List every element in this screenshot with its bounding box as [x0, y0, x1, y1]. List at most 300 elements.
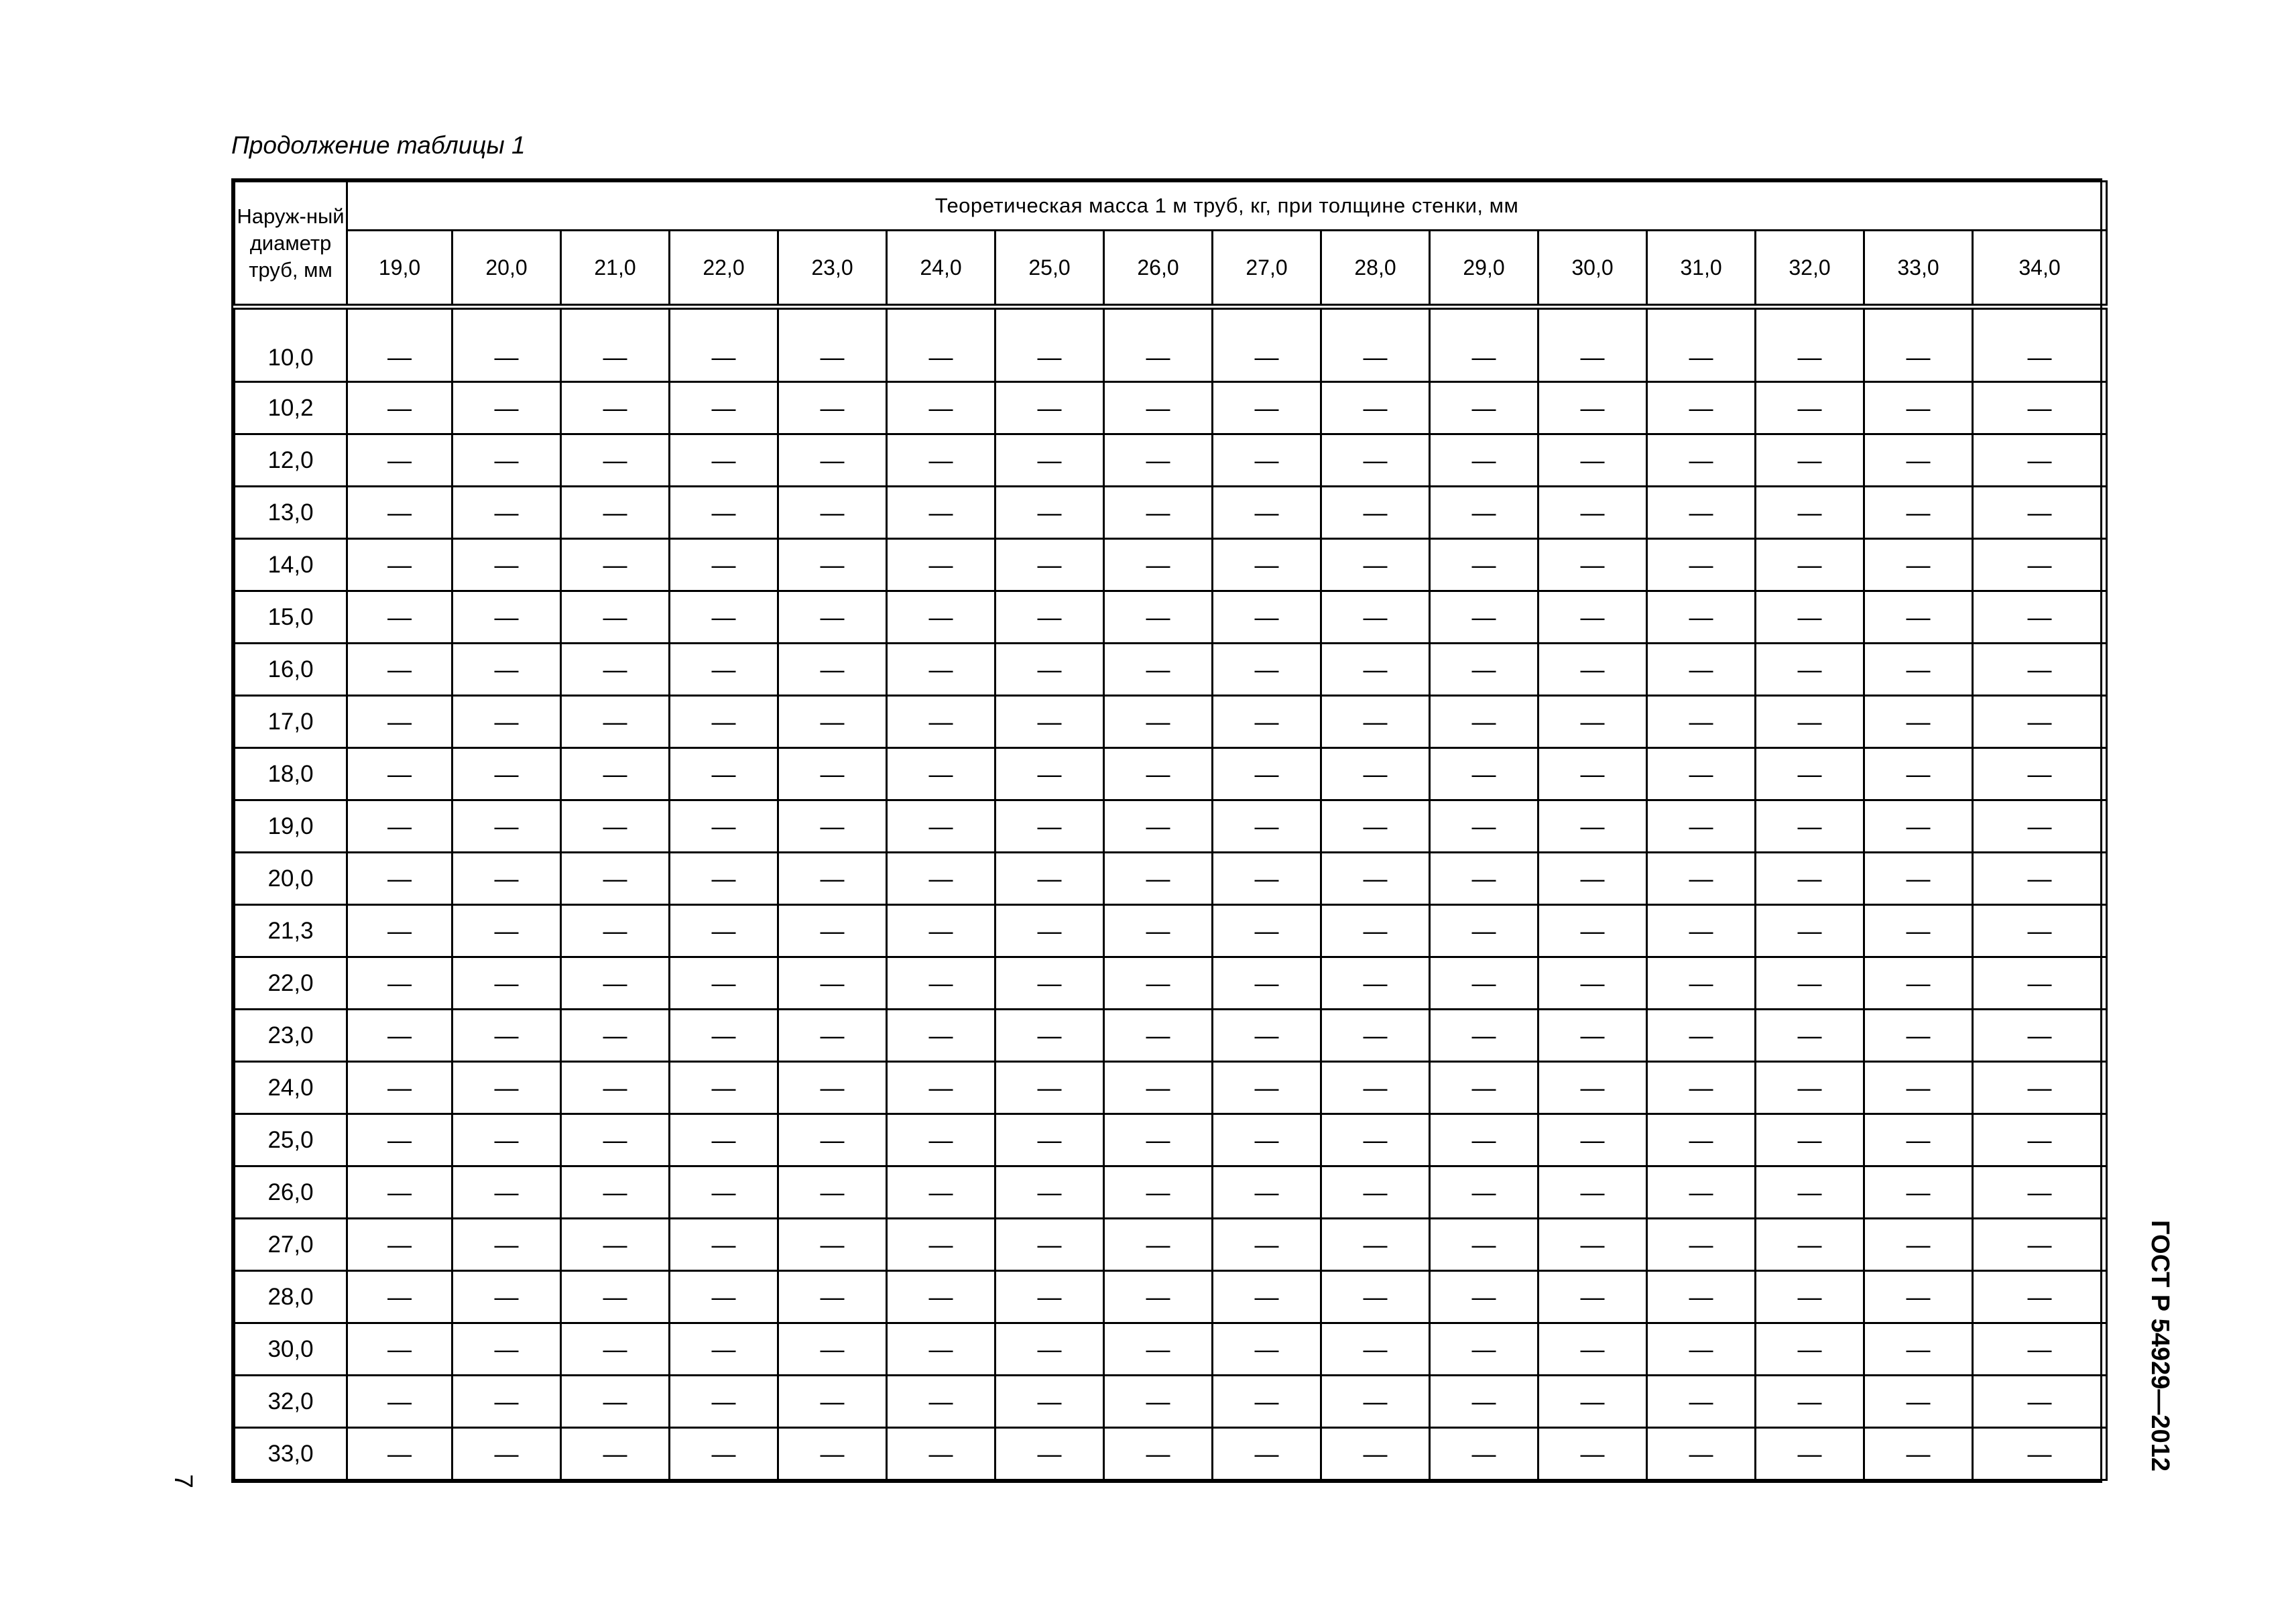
- table-row: [235, 748, 2107, 800]
- mass-value-cell: —: [1430, 1010, 1538, 1062]
- mass-value-cell: —: [1864, 1271, 1973, 1323]
- mass-value-cell: —: [887, 487, 995, 539]
- mass-value-cell: —: [452, 1428, 561, 1480]
- mass-value-cell: —: [1321, 487, 1430, 539]
- diameter-cell: 20,0: [235, 853, 347, 905]
- mass-value-cell: —: [452, 1010, 561, 1062]
- mass-value-cell: —: [995, 1219, 1104, 1271]
- mass-value-cell: —: [887, 1219, 995, 1271]
- mass-value-cell: —: [347, 539, 452, 591]
- table-body: [235, 307, 2107, 1480]
- table-row: [235, 487, 2107, 539]
- mass-value-cell: —: [1430, 644, 1538, 696]
- mass-value-cell: —: [347, 1062, 452, 1114]
- mass-value-cell: —: [887, 1010, 995, 1062]
- mass-value-cell: —: [887, 644, 995, 696]
- mass-value-cell: —: [1430, 1323, 1538, 1376]
- mass-value-cell: —: [1538, 382, 1647, 434]
- mass-value-cell: —: [1756, 382, 1864, 434]
- mass-value-cell: —: [1430, 1062, 1538, 1114]
- mass-value-cell: —: [995, 696, 1104, 748]
- mass-value-cell: —: [1213, 853, 1321, 905]
- mass-value-cell: —: [1321, 1010, 1430, 1062]
- mass-value-cell: —: [452, 748, 561, 800]
- diameter-cell: 15,0: [235, 591, 347, 644]
- mass-value-cell: —: [1213, 539, 1321, 591]
- mass-value-cell: —: [1104, 434, 1213, 487]
- diameter-cell: 23,0: [235, 1010, 347, 1062]
- mass-value-cell: —: [1973, 591, 2107, 644]
- mass-value-cell: —: [1538, 591, 1647, 644]
- mass-value-cell: —: [1104, 539, 1213, 591]
- mass-value-cell: —: [1321, 905, 1430, 957]
- mass-value-cell: —: [1538, 1376, 1647, 1428]
- mass-value-cell: —: [347, 591, 452, 644]
- mass-value-cell: —: [1321, 748, 1430, 800]
- mass-value-cell: —: [995, 957, 1104, 1010]
- mass-value-cell: —: [1104, 591, 1213, 644]
- mass-value-cell: —: [1538, 853, 1647, 905]
- mass-value-cell: —: [1321, 1166, 1430, 1219]
- mass-value-cell: —: [452, 1166, 561, 1219]
- mass-value-cell: —: [1321, 1271, 1430, 1323]
- mass-value-cell: —: [1647, 853, 1756, 905]
- table-row: [235, 539, 2107, 591]
- wall-thickness-group-header: Теоретическая масса 1 м труб, кг, при толщине стенки, мм: [347, 182, 2107, 231]
- table-row: [235, 1010, 2107, 1062]
- mass-value-cell: —: [1538, 696, 1647, 748]
- mass-value-cell: —: [1756, 800, 1864, 853]
- mass-value-cell: —: [995, 905, 1104, 957]
- mass-value-cell: —: [1213, 1010, 1321, 1062]
- mass-value-cell: —: [995, 1114, 1104, 1166]
- mass-value-cell: —: [347, 1219, 452, 1271]
- mass-value-cell: —: [1864, 1062, 1973, 1114]
- mass-value-cell: —: [1538, 539, 1647, 591]
- mass-value-cell: —: [887, 1376, 995, 1428]
- mass-value-cell: —: [561, 853, 670, 905]
- mass-value-cell: —: [887, 748, 995, 800]
- mass-value-cell: —: [1213, 957, 1321, 1010]
- mass-value-cell: —: [347, 644, 452, 696]
- mass-value-cell: —: [670, 487, 778, 539]
- mass-value-cell: —: [778, 696, 887, 748]
- mass-value-cell: —: [1864, 644, 1973, 696]
- mass-value-cell: —: [1647, 539, 1756, 591]
- table-row: [235, 382, 2107, 434]
- mass-value-cell: —: [995, 591, 1104, 644]
- wall-thickness-header: 31,0: [1647, 231, 1756, 307]
- mass-value-cell: —: [1213, 905, 1321, 957]
- mass-value-cell: —: [1430, 696, 1538, 748]
- mass-value-cell: —: [995, 539, 1104, 591]
- mass-value-cell: —: [995, 434, 1104, 487]
- mass-value-cell: —: [1647, 1323, 1756, 1376]
- wall-thickness-header: 26,0: [1104, 231, 1213, 307]
- mass-value-cell: —: [1864, 1219, 1973, 1271]
- mass-value-cell: —: [887, 382, 995, 434]
- mass-value-cell: —: [1321, 1062, 1430, 1114]
- mass-value-cell: —: [670, 957, 778, 1010]
- mass-value-cell: —: [778, 1219, 887, 1271]
- diameter-cell: 10,0: [235, 307, 347, 382]
- mass-value-cell: —: [1430, 487, 1538, 539]
- table-row: [235, 307, 2107, 382]
- mass-value-cell: —: [1647, 382, 1756, 434]
- wall-thickness-header: 28,0: [1321, 231, 1430, 307]
- mass-value-cell: —: [670, 1271, 778, 1323]
- mass-value-cell: —: [778, 434, 887, 487]
- wall-thickness-header: 24,0: [887, 231, 995, 307]
- mass-value-cell: —: [1321, 853, 1430, 905]
- wall-thickness-header: 34,0: [1973, 231, 2107, 307]
- mass-value-cell: —: [1104, 957, 1213, 1010]
- mass-value-cell: —: [1538, 487, 1647, 539]
- mass-value-cell: —: [1647, 957, 1756, 1010]
- mass-value-cell: —: [1213, 1428, 1321, 1480]
- mass-value-cell: —: [561, 1114, 670, 1166]
- mass-value-cell: —: [1756, 434, 1864, 487]
- mass-value-cell: —: [1756, 748, 1864, 800]
- mass-value-cell: —: [887, 434, 995, 487]
- mass-value-cell: —: [1321, 1114, 1430, 1166]
- mass-value-cell: —: [1104, 1219, 1213, 1271]
- mass-value-cell: —: [1213, 1219, 1321, 1271]
- mass-value-cell: —: [1104, 1323, 1213, 1376]
- mass-value-cell: —: [1104, 800, 1213, 853]
- mass-value-cell: —: [1756, 1062, 1864, 1114]
- mass-value-cell: —: [452, 1062, 561, 1114]
- wall-thickness-header: 22,0: [670, 231, 778, 307]
- standard-designation: ГОСТ Р 54929—2012: [2146, 1220, 2174, 1471]
- table-row: [235, 1062, 2107, 1114]
- mass-value-cell: —: [1756, 1428, 1864, 1480]
- mass-value-cell: —: [670, 800, 778, 853]
- diameter-cell: 12,0: [235, 434, 347, 487]
- mass-value-cell: —: [1538, 957, 1647, 1010]
- mass-value-cell: —: [1321, 696, 1430, 748]
- mass-value-cell: —: [347, 957, 452, 1010]
- table-row: [235, 696, 2107, 748]
- wall-thickness-header: 29,0: [1430, 231, 1538, 307]
- mass-value-cell: —: [670, 434, 778, 487]
- mass-value-cell: —: [1973, 1114, 2107, 1166]
- mass-value-cell: —: [1973, 1323, 2107, 1376]
- mass-value-cell: —: [778, 1166, 887, 1219]
- mass-value-cell: —: [1756, 1166, 1864, 1219]
- mass-value-cell: —: [670, 1323, 778, 1376]
- mass-value-cell: —: [561, 591, 670, 644]
- mass-value-cell: —: [1864, 696, 1973, 748]
- mass-value-cell: —: [778, 307, 887, 382]
- mass-value-cell: —: [1647, 800, 1756, 853]
- mass-value-cell: —: [1864, 307, 1973, 382]
- mass-value-cell: —: [778, 957, 887, 1010]
- diameter-cell: 14,0: [235, 539, 347, 591]
- mass-value-cell: —: [778, 1010, 887, 1062]
- mass-value-cell: —: [347, 1323, 452, 1376]
- mass-value-cell: —: [1756, 957, 1864, 1010]
- mass-value-cell: —: [1538, 1114, 1647, 1166]
- mass-value-cell: —: [887, 853, 995, 905]
- table-row: [235, 1271, 2107, 1323]
- mass-value-cell: —: [1430, 748, 1538, 800]
- mass-value-cell: —: [1430, 853, 1538, 905]
- mass-value-cell: —: [1973, 1428, 2107, 1480]
- mass-value-cell: —: [561, 905, 670, 957]
- mass-value-cell: —: [887, 1114, 995, 1166]
- page-number: 7: [169, 1474, 198, 1489]
- mass-value-cell: —: [452, 382, 561, 434]
- mass-value-cell: —: [1430, 382, 1538, 434]
- mass-value-cell: —: [1104, 696, 1213, 748]
- mass-value-cell: —: [561, 1010, 670, 1062]
- mass-value-cell: —: [995, 644, 1104, 696]
- mass-value-cell: —: [887, 800, 995, 853]
- mass-value-cell: —: [1213, 1114, 1321, 1166]
- mass-value-cell: —: [887, 696, 995, 748]
- mass-value-cell: —: [561, 1062, 670, 1114]
- mass-value-cell: —: [1213, 591, 1321, 644]
- mass-value-cell: —: [1864, 1376, 1973, 1428]
- mass-value-cell: —: [1430, 1219, 1538, 1271]
- mass-value-cell: —: [670, 1428, 778, 1480]
- mass-value-cell: —: [1538, 800, 1647, 853]
- mass-value-cell: —: [1973, 382, 2107, 434]
- mass-value-cell: —: [778, 1114, 887, 1166]
- mass-value-cell: —: [1104, 1114, 1213, 1166]
- mass-value-cell: —: [452, 1271, 561, 1323]
- mass-value-cell: —: [1213, 434, 1321, 487]
- mass-value-cell: —: [1321, 1219, 1430, 1271]
- mass-value-cell: —: [1104, 644, 1213, 696]
- mass-value-cell: —: [1756, 644, 1864, 696]
- mass-value-cell: —: [1973, 1271, 2107, 1323]
- mass-value-cell: —: [1538, 1271, 1647, 1323]
- mass-value-cell: —: [1213, 382, 1321, 434]
- mass-value-cell: —: [1973, 644, 2107, 696]
- mass-value-cell: —: [670, 1114, 778, 1166]
- mass-value-cell: —: [1647, 307, 1756, 382]
- mass-value-cell: —: [1538, 1166, 1647, 1219]
- mass-value-cell: —: [452, 434, 561, 487]
- mass-value-cell: —: [1430, 434, 1538, 487]
- mass-value-cell: —: [1430, 1271, 1538, 1323]
- mass-value-cell: —: [1430, 591, 1538, 644]
- mass-value-cell: —: [670, 591, 778, 644]
- mass-value-cell: —: [1756, 1376, 1864, 1428]
- mass-value-cell: —: [452, 591, 561, 644]
- mass-value-cell: —: [452, 307, 561, 382]
- mass-value-cell: —: [1756, 696, 1864, 748]
- table-row: [235, 1114, 2107, 1166]
- mass-value-cell: —: [1864, 800, 1973, 853]
- diameter-cell: 28,0: [235, 1271, 347, 1323]
- mass-value-cell: —: [670, 1010, 778, 1062]
- mass-value-cell: —: [452, 696, 561, 748]
- mass-value-cell: —: [1647, 1271, 1756, 1323]
- mass-value-cell: —: [670, 1219, 778, 1271]
- mass-value-cell: —: [670, 853, 778, 905]
- mass-value-cell: —: [347, 748, 452, 800]
- mass-value-cell: —: [1756, 853, 1864, 905]
- mass-value-cell: —: [670, 539, 778, 591]
- mass-value-cell: —: [670, 1376, 778, 1428]
- mass-value-cell: —: [887, 905, 995, 957]
- mass-value-cell: —: [995, 800, 1104, 853]
- mass-value-cell: —: [1756, 1271, 1864, 1323]
- mass-value-cell: —: [561, 382, 670, 434]
- mass-value-cell: —: [1321, 434, 1430, 487]
- mass-value-cell: —: [887, 1166, 995, 1219]
- mass-value-cell: —: [452, 905, 561, 957]
- mass-value-cell: —: [1213, 644, 1321, 696]
- mass-value-cell: —: [1213, 696, 1321, 748]
- mass-value-cell: —: [452, 800, 561, 853]
- mass-value-cell: —: [995, 1428, 1104, 1480]
- mass-value-cell: —: [1647, 487, 1756, 539]
- mass-value-cell: —: [1321, 1323, 1430, 1376]
- mass-value-cell: —: [452, 487, 561, 539]
- mass-value-cell: —: [1973, 1010, 2107, 1062]
- mass-value-cell: —: [347, 1428, 452, 1480]
- mass-value-cell: —: [347, 434, 452, 487]
- mass-value-cell: —: [778, 1376, 887, 1428]
- mass-value-cell: —: [778, 644, 887, 696]
- mass-value-cell: —: [1213, 748, 1321, 800]
- wall-thickness-header: 30,0: [1538, 231, 1647, 307]
- mass-value-cell: —: [347, 1271, 452, 1323]
- mass-value-cell: —: [1973, 1376, 2107, 1428]
- mass-value-cell: —: [1864, 853, 1973, 905]
- diameter-cell: 22,0: [235, 957, 347, 1010]
- mass-value-cell: —: [561, 539, 670, 591]
- mass-value-cell: —: [1864, 382, 1973, 434]
- mass-value-cell: —: [995, 487, 1104, 539]
- table-row: [235, 1323, 2107, 1376]
- table-row: [235, 644, 2107, 696]
- mass-value-cell: —: [1538, 1010, 1647, 1062]
- mass-value-cell: —: [1647, 1010, 1756, 1062]
- mass-value-cell: —: [887, 1062, 995, 1114]
- mass-value-cell: —: [887, 307, 995, 382]
- mass-value-cell: —: [1756, 1323, 1864, 1376]
- mass-value-cell: —: [1321, 539, 1430, 591]
- mass-value-cell: —: [778, 853, 887, 905]
- diameter-cell: 27,0: [235, 1219, 347, 1271]
- mass-value-cell: —: [1864, 539, 1973, 591]
- diameter-cell: 13,0: [235, 487, 347, 539]
- mass-value-cell: —: [452, 644, 561, 696]
- mass-value-cell: —: [561, 1323, 670, 1376]
- mass-value-cell: —: [670, 1166, 778, 1219]
- wall-thickness-header: 21,0: [561, 231, 670, 307]
- mass-value-cell: —: [1647, 1114, 1756, 1166]
- mass-value-cell: —: [1647, 1428, 1756, 1480]
- mass-value-cell: —: [778, 1271, 887, 1323]
- mass-value-cell: —: [561, 957, 670, 1010]
- mass-value-cell: —: [1321, 1376, 1430, 1428]
- mass-value-cell: —: [347, 1166, 452, 1219]
- mass-value-cell: —: [561, 644, 670, 696]
- mass-value-cell: —: [1647, 591, 1756, 644]
- mass-value-cell: —: [1213, 1323, 1321, 1376]
- mass-value-cell: —: [1973, 748, 2107, 800]
- diameter-cell: 17,0: [235, 696, 347, 748]
- mass-value-cell: —: [1864, 1428, 1973, 1480]
- table-row: [235, 1428, 2107, 1480]
- mass-value-cell: —: [1647, 1376, 1756, 1428]
- mass-value-cell: —: [778, 800, 887, 853]
- mass-value-cell: —: [1104, 1062, 1213, 1114]
- mass-value-cell: —: [778, 1323, 887, 1376]
- mass-value-cell: —: [347, 307, 452, 382]
- mass-value-cell: —: [452, 957, 561, 1010]
- mass-value-cell: —: [1647, 1166, 1756, 1219]
- mass-value-cell: —: [1647, 644, 1756, 696]
- mass-value-cell: —: [1973, 800, 2107, 853]
- mass-value-cell: —: [1756, 307, 1864, 382]
- mass-value-cell: —: [1973, 905, 2107, 957]
- mass-value-cell: —: [1104, 382, 1213, 434]
- mass-value-cell: —: [995, 382, 1104, 434]
- mass-value-cell: —: [1538, 1323, 1647, 1376]
- mass-value-cell: —: [1538, 434, 1647, 487]
- mass-value-cell: —: [1213, 487, 1321, 539]
- mass-value-cell: —: [561, 1219, 670, 1271]
- diameter-column-header: Наруж-ный диаметр труб, мм: [235, 182, 347, 307]
- diameter-cell: 33,0: [235, 1428, 347, 1480]
- mass-value-cell: —: [1104, 1428, 1213, 1480]
- mass-value-cell: —: [1213, 1062, 1321, 1114]
- mass-value-cell: —: [1973, 487, 2107, 539]
- mass-value-cell: —: [1430, 539, 1538, 591]
- mass-value-cell: —: [778, 905, 887, 957]
- mass-value-cell: —: [995, 1166, 1104, 1219]
- mass-value-cell: —: [1973, 539, 2107, 591]
- data-table-container: [231, 178, 2102, 1483]
- mass-value-cell: —: [995, 853, 1104, 905]
- mass-value-cell: —: [1756, 1114, 1864, 1166]
- mass-value-cell: —: [1104, 487, 1213, 539]
- mass-value-cell: —: [347, 853, 452, 905]
- mass-value-cell: —: [887, 539, 995, 591]
- table-row: [235, 1219, 2107, 1271]
- mass-value-cell: —: [995, 1010, 1104, 1062]
- mass-value-cell: —: [1864, 1166, 1973, 1219]
- mass-value-cell: —: [1321, 957, 1430, 1010]
- mass-value-cell: —: [1430, 905, 1538, 957]
- mass-value-cell: —: [1321, 800, 1430, 853]
- mass-value-cell: —: [1756, 591, 1864, 644]
- mass-value-cell: —: [995, 748, 1104, 800]
- mass-value-cell: —: [1973, 696, 2107, 748]
- table-row: [235, 591, 2107, 644]
- mass-value-cell: —: [452, 539, 561, 591]
- mass-value-cell: —: [347, 1010, 452, 1062]
- mass-value-cell: —: [1538, 1062, 1647, 1114]
- mass-value-cell: —: [1538, 644, 1647, 696]
- mass-value-cell: —: [347, 487, 452, 539]
- mass-value-cell: —: [347, 696, 452, 748]
- mass-value-cell: —: [1538, 1428, 1647, 1480]
- table-row: [235, 1376, 2107, 1428]
- mass-value-cell: —: [1864, 1010, 1973, 1062]
- mass-value-cell: —: [1973, 1166, 2107, 1219]
- mass-value-cell: —: [561, 307, 670, 382]
- mass-value-cell: —: [1104, 1166, 1213, 1219]
- table-caption: Продолжение таблицы 1: [231, 131, 526, 159]
